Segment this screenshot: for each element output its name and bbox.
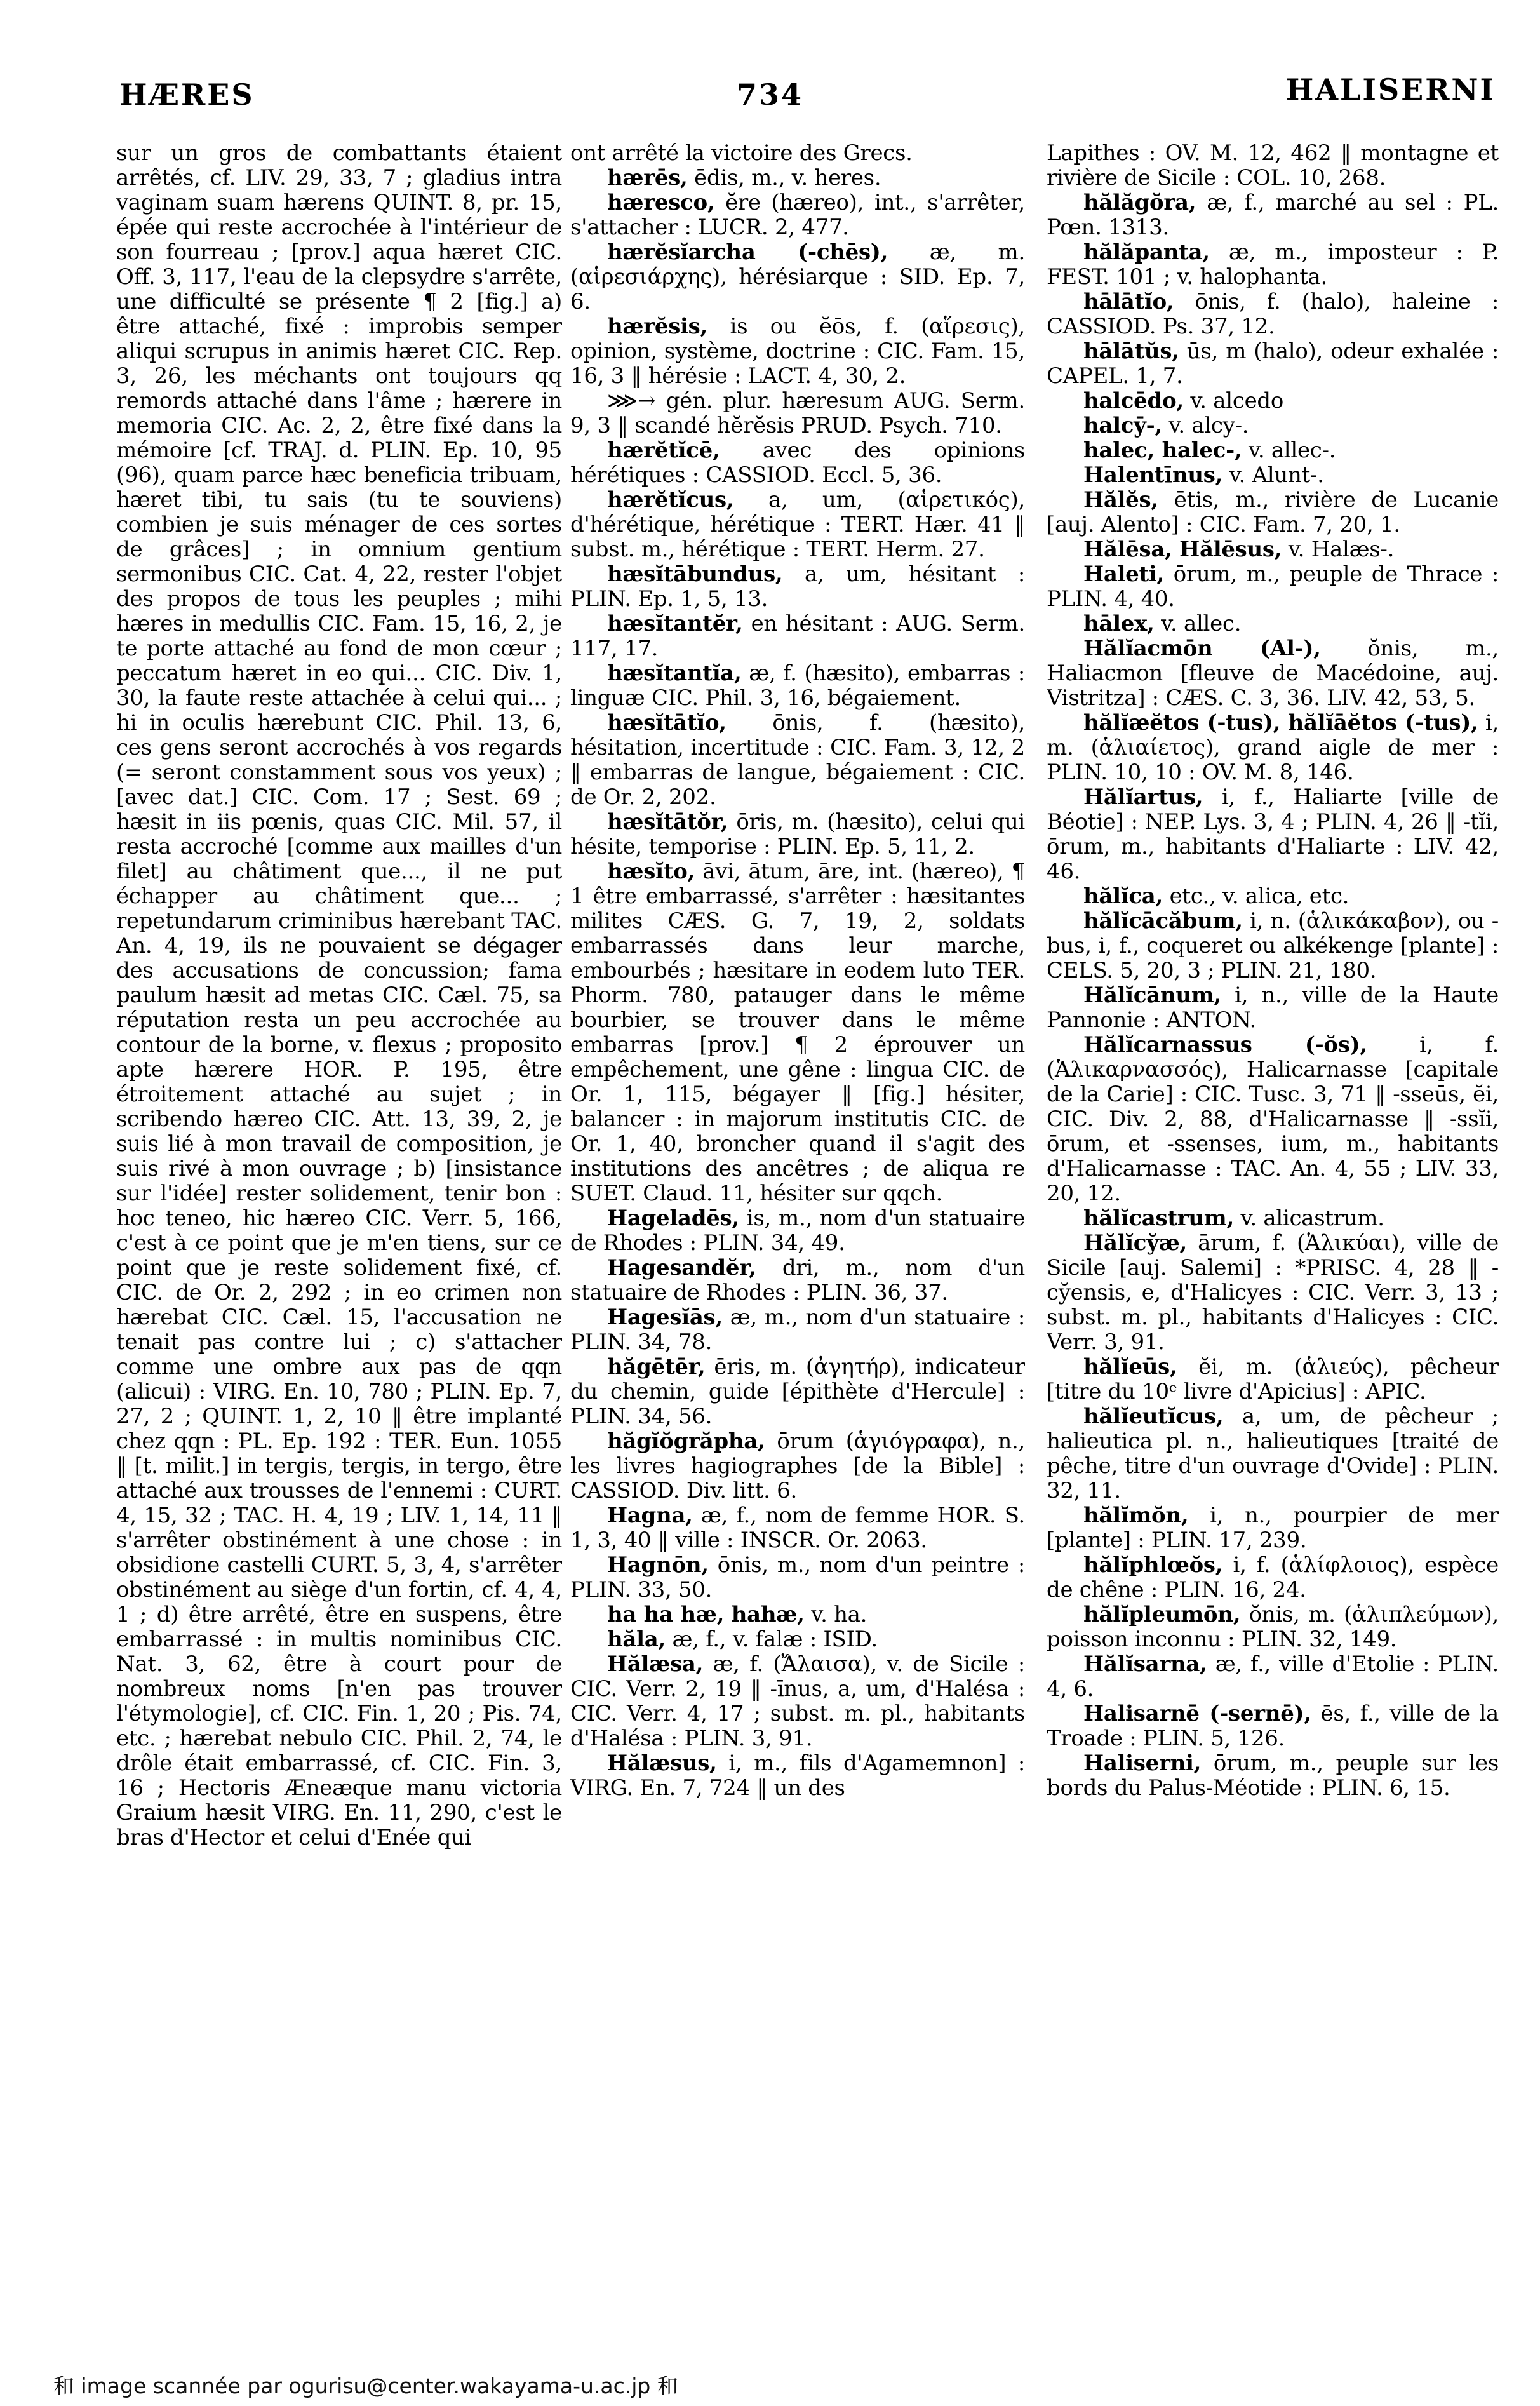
headword: hălĭæĕtos (-tus), hălĭāĕtos (-tus), [1083, 710, 1478, 736]
headword: hærĕtĭcus, [607, 487, 734, 513]
headword: Halentīnus, [1083, 462, 1223, 488]
dictionary-entry: Hagnōn, ōnis, m., nom d'un peintre : PLIN. 33, 50. [570, 1552, 1025, 1603]
headword: Hagesĭās, [607, 1305, 723, 1330]
dictionary-entry: Hagesandĕr, dri, m., nom d'un statuaire de Rhodes : PLIN. 36, 37. [570, 1255, 1025, 1305]
headword: hăgĭŏgrăpha, [607, 1428, 765, 1454]
continuation-paragraph: ⋙→ gén. plur. hæresum AUG. Serm. 9, 3 ‖ scandé hĕrĕsis PRUD. Psych. 710. [570, 388, 1025, 438]
dictionary-entry: Hălæsa, æ, f. (Ἄλαισα), v. de Sicile : CIC. Verr. 2, 19 ‖ -īnus, a, um, d'Halésa : CIC. Verr. 4, 17 ; subst. m. pl., habitants d'Halésa : PLIN. 3, 91. [570, 1651, 1025, 1751]
dictionary-entry: hălĭcācăbum, i, n. (ἁλικάκαβον), ou -bus, i, f., coqueret ou alkékenge [plante] : CELS. 5, 20, 3 ; PLIN. 21, 180. [1047, 908, 1499, 983]
dictionary-entry: hæresco, ĕre (hæreo), int., s'arrêter, s'attacher : LUCR. 2, 477. [570, 190, 1025, 240]
dictionary-entry: Hălĭartus, i, f., Haliarte [ville de Béotie] : NEP. Lys. 3, 4 ; PLIN. 4, 26 ‖ -tĭi, ōrum, m., habitants d'Haliarte : LIV. 42, 46. [1047, 784, 1499, 884]
dictionary-entry: Hagna, æ, f., nom de femme HOR. S. 1, 3, 40 ‖ ville : INSCR. Or. 2063. [570, 1503, 1025, 1553]
dictionary-entry: hălĭeūs, ĕi, m. (ἁλιεύς), pêcheur [titre du 10ᵉ livre d'Apicius] : APIC. [1047, 1354, 1499, 1404]
headword: Hălĭsarna, [1083, 1651, 1207, 1677]
headword: hălĭcācăbum, [1083, 908, 1243, 934]
dictionary-entry: hæsĭtantĕr, en hésitant : AUG. Serm. 117, 17. [570, 611, 1025, 661]
headword: Haleti, [1083, 561, 1165, 587]
dictionary-entry: Hagesĭās, æ, m., nom d'un statuaire : PLIN. 34, 78. [570, 1305, 1025, 1355]
headword: Hălĭartus, [1083, 784, 1203, 810]
dictionary-entry: hærĕtĭcē, avec des opinions hérétiques : CASSIOD. Eccl. 5, 36. [570, 438, 1025, 488]
dictionary-entry: hālātŭs, ūs, m (halo), odeur exhalée : CAPEL. 1, 7. [1047, 339, 1499, 389]
dictionary-entry: halec, halec-, v. allec-. [1083, 438, 1336, 463]
headword: Hălæsus, [607, 1751, 717, 1776]
dictionary-entry: hæsĭtātĭo, ōnis, f. (hæsito), hésitation, incertitude : CIC. Fam. 3, 12, 2 ‖ embarras de langue, bégaiement : CIC. de Or. 2, 202. [570, 710, 1025, 810]
dictionary-entry: hăla, æ, f., v. falæ : ISID. [607, 1627, 878, 1652]
dictionary-entry: hăgĭŏgrăpha, ōrum (ἁγιόγραφα), n., les livres hagiographes [de la Bible] : CASSIOD. Div. litt. 6. [570, 1428, 1025, 1503]
headword: hærĕsis, [607, 314, 708, 339]
dictionary-entry: hæsĭtābundus, a, um, hésitant : PLIN. Ep. 1, 5, 13. [570, 561, 1025, 612]
headword: halcȳ-, [1083, 413, 1162, 438]
dictionary-entry: hălĭmŏn, i, n., pourpier de mer [plante] : PLIN. 17, 239. [1047, 1503, 1499, 1553]
dictionary-entry: hālex, v. allec. [1083, 611, 1242, 636]
dictionary-entry: hālātĭo, ōnis, f. (halo), haleine : CASSIOD. Ps. 37, 12. [1047, 289, 1499, 339]
headword: hærēs, [607, 165, 688, 191]
headword: hălĭeūs, [1083, 1354, 1177, 1380]
headword: halcēdo, [1083, 388, 1184, 413]
headword: hălĭphlœŏs, [1083, 1552, 1223, 1578]
dictionary-entry: ha ha hæ, hahæ, v. ha. [607, 1602, 867, 1627]
headword: hæsĭtantĕr, [607, 611, 743, 636]
dictionary-entry: Hălĭcarnassus (-ŏs), i, f. (Ἁλικαρνασσός), Halicarnasse [capitale de la Carie] : CIC. Tusc. 3, 71 ‖ -sseūs, ĕi, CIC. Div. 2, 88, d'Halicarnasse ‖ -ssĭi, ōrum, et -ssenses, ium, m., habitants d'Halicarnasse : TAC. An. 4, 55 ; LIV. 33, 20, 12. [1047, 1032, 1499, 1206]
headword: halec, halec-, [1083, 438, 1242, 463]
scan-credit-footer: 和 image scannée par ogurisu@center.wakayama-u.ac.jp 和 [53, 2374, 678, 2398]
dictionary-entry: Haliserni, ōrum, m., peuple sur les bords du Palus-Méotide : PLIN. 6, 15. [1047, 1751, 1499, 1801]
headword: Hălĭacmōn (Al-), [1083, 636, 1321, 661]
dictionary-entry: hærĕtĭcus, a, um, (αἱρετικός), d'hérétique, hérétique : TERT. Hær. 41 ‖ subst. m., hérétique : TERT. Herm. 27. [570, 487, 1025, 562]
text-column-2 [570, 141, 1025, 2326]
headword: hălĭpleumōn, [1083, 1602, 1241, 1627]
headword: hălĭeutĭcus, [1083, 1404, 1224, 1429]
dictionary-entry: hălĭphlœŏs, i, f. (ἁλίφλοιος), espèce de chêne : PLIN. 16, 24. [1047, 1552, 1499, 1603]
dictionary-entry: hălĭeutĭcus, a, um, de pêcheur ; halieutica pl. n., halieutiques [traité de pêche, titre d'un ouvrage d'Ovide] : PLIN. 32, 11. [1047, 1404, 1499, 1503]
headword: Halisarnē (-sernē), [1083, 1701, 1311, 1726]
headword: hăla, [607, 1627, 666, 1652]
headword: Hagnōn, [607, 1552, 709, 1578]
continuation-paragraph: sur un gros de combattants étaient arrêtés, cf. LIV. 29, 33, 7 ; gladius intra vaginam suam hærens QUINT. 8, pr. 15, épée qui reste accrochée à l'intérieur de son fourreau ; [prov.] aqua hæret CIC. Off. 3, 117, l'eau de la clepsydre s'arrête, une difficulté se présente ¶ 2 [fig.] a) être attaché, fixé : improbis semper aliqui scrupus in animis hæret CIC. Rep. 3, 26, les méchants ont toujours qq remords attaché dans l'âme ; hærere in memoria CIC. Ac. 2, 2, être fixé dans la mémoire [cf. TRAJ. d. PLIN. Ep. 10, 95 (96), quam parce hæc beneficia tribuam, hæret tibi, tu sais (tu te souviens) combien je suis ménager de ces sortes de grâces] ; in omnium gentium sermonibus CIC. Cat. 4, 22, rester l'objet des propos de tous les peuples ; mihi hæres in medullis CIC. Fam. 15, 16, 2, je te porte attaché au fond de mon cœur ; peccatum hæret in eo qui... CIC. Div. 1, 30, la faute reste attachée à celui qui... ; hi in oculis hærebunt CIC. Phil. 13, 6, ces gens seront accrochés à vos regards (= seront constamment sous vos yeux) ; [avec dat.] CIC. Com. 17 ; Sest. 69 ; hæsit in iis pœnis, quas CIC. Mil. 57, il resta accroché [comme aux mailles d'un filet] au châtiment que..., il ne put échapper au châtiment que... ; repetundarum criminibus hærebant TAC. An. 4, 19, ils ne pouvaient se dégager des accusations de concussion; fama paulum hæsit ad metas CIC. Cæl. 75, sa réputation resta un peu accrochée au contour de la borne, v. flexus ; proposito apte hærere HOR. P. 195, être étroitement attaché au sujet ; in scribendo hæreo CIC. Att. 13, 39, 2, je suis lié à mon travail de composition, je suis rivé à mon ouvrage ; b) [insistance sur l'idée] rester solidement, tenir bon : hoc teneo, hic hæreo CIC. Verr. 5, 166, c'est à ce point que je m'en tiens, sur ce point que je reste solidement fixé, cf. CIC. de Or. 2, 292 ; in eo crimen non hærebat CIC. Cæl. 15, l'accusation ne tenait pas contre lui ; c) s'attacher comme une ombre aux pas de qqn (alicui) : VIRG. En. 10, 780 ; PLIN. Ep. 7, 27, 2 ; QUINT. 1, 2, 10 ‖ être implanté chez qqn : PL. Ep. 192 : TER. Eun. 1055 ‖ [t. milit.] in tergis, tergis, in tergo, être attaché aux trousses de l'ennemi : CURT. 4, 15, 32 ; TAC. H. 4, 19 ; LIV. 1, 14, 11 ‖ s'arrêter obstinément à une chose : in obsidione castelli CURT. 5, 3, 4, s'arrêter obstinément au siège d'un fortin, cf. 4, 4, 1 ; d) être arrêté, être en suspens, être embarrassé : in multis nominibus CIC. Nat. 3, 62, être à court pour de nombreux noms [n'en pas trouver l'étymologie], cf. CIC. Fin. 1, 20 ; Pis. 74, etc. ; hærebat nebulo CIC. Phil. 2, 74, le drôle était embarrassé, cf. CIC. Fin. 3, 16 ; Hectoris Æneæque manu victoria Graium hæsit VIRG. En. 11, 290, c'est le bras d'Hector et celui d'Enée qui [116, 141, 562, 1850]
continuation-paragraph: ont arrêté la victoire des Grecs. [570, 141, 913, 166]
headword: Hageladēs, [607, 1206, 739, 1231]
page-number: 734 [736, 77, 804, 112]
dictionary-entry: hærĕsis, is ou ĕōs, f. (αἵρεσις), opinion, système, doctrine : CIC. Fam. 15, 16, 3 ‖ hérésie : LACT. 4, 30, 2. [570, 314, 1025, 389]
text-column-3 [1047, 141, 1499, 2326]
headword: hærĕsĭarcha (-chēs), [607, 239, 888, 265]
dictionary-entry: hæsĭto, āvi, ātum, āre, int. (hæreo), ¶ 1 être embarrassé, s'arrêter : hæsitantes milites CÆS. G. 7, 19, 2, soldats embarrassés dans leur marche, embourbés ; hæsitare in eodem luto TER. Phorm. 780, patauger dans le même bourbier, se trouver dans le même embarras [prov.] ¶ 2 éprouver un empêchement, une gêne : lingua CIC. de Or. 1, 115, bégayer ‖ [fig.] hésiter, balancer : in majorum institutis CIC. de Or. 1, 40, broncher quand il s'agit des institutions des ancêtres ; de aliqua re SUET. Claud. 11, hésiter sur qqch. [570, 859, 1025, 1206]
header-keyword-right: HALISERNI [1285, 72, 1496, 107]
dictionary-entry: hærēs, ēdis, m., v. heres. [607, 165, 881, 191]
headword: Hălēsa, Hălēsus, [1083, 537, 1282, 562]
headword: hăgētēr, [607, 1354, 706, 1380]
dictionary-entry: hăgētēr, ēris, m. (ἀγητήρ), indicateur du chemin, guide [épithète d'Hercule] : PLIN. 34, 56. [570, 1354, 1025, 1429]
dictionary-entry: Hălĕs, ētis, m., rivière de Lucanie [auj. Alento] : CIC. Fam. 7, 20, 1. [1047, 487, 1499, 537]
headword: Hălĕs, [1083, 487, 1158, 513]
dictionary-entry: Hageladēs, is, m., nom d'un statuaire de Rhodes : PLIN. 34, 49. [570, 1206, 1025, 1256]
dictionary-entry: Hălēsa, Hălēsus, v. Halæs-. [1083, 537, 1395, 562]
headword: Hagesandĕr, [607, 1255, 756, 1280]
dictionary-entry: hălăpanta, æ, m., imposteur : P. FEST. 101 ; v. halophanta. [1047, 239, 1499, 290]
page-header [0, 72, 1540, 116]
dictionary-entry: halcȳ-, v. alcy-. [1083, 413, 1249, 438]
dictionary-entry: Hălĭsarna, æ, f., ville d'Etolie : PLIN. 4, 6. [1047, 1651, 1499, 1702]
headword: hălĭcastrum, [1083, 1206, 1235, 1231]
dictionary-entry: hălĭcastrum, v. alicastrum. [1083, 1206, 1384, 1231]
headword: Hălĭcarnassus (-ŏs), [1083, 1032, 1367, 1058]
headword: hălĭmŏn, [1083, 1503, 1189, 1528]
dictionary-entry: Hălĭcānum, i, n., ville de la Haute Pannonie : ANTON. [1047, 983, 1499, 1033]
dictionary-entry: hălĭæĕtos (-tus), hălĭāĕtos (-tus), i, m. (ἁλιαίετος), grand aigle de mer : PLIN. 10, 10 : OV. M. 8, 146. [1047, 710, 1499, 785]
dictionary-entry: Halisarnē (-sernē), ēs, f., ville de la Troade : PLIN. 5, 126. [1047, 1701, 1499, 1751]
headword: Hălĭcānum, [1083, 983, 1221, 1008]
headword: hæsĭtantĭa, [607, 661, 742, 686]
dictionary-entry: halcēdo, v. alcedo [1083, 388, 1284, 413]
dictionary-entry: hălĭca, etc., v. alica, etc. [1083, 884, 1349, 909]
headword: hæresco, [607, 190, 715, 215]
headword: hæsĭto, [607, 859, 695, 884]
headword: hālex, [1083, 611, 1155, 636]
dictionary-entry: hæsĭtantĭa, æ, f. (hæsito), embarras : linguæ CIC. Phil. 3, 16, bégaiement. [570, 661, 1025, 711]
headword: Hagna, [607, 1503, 693, 1528]
headword: ha ha hæ, hahæ, [607, 1602, 805, 1627]
header-keyword-left: HÆRES [119, 77, 255, 112]
dictionary-entry: hæsĭtātŏr, ōris, m. (hæsito), celui qui hésite, temporise : PLIN. Ep. 5, 11, 2. [570, 809, 1025, 859]
headword: hălĭca, [1083, 884, 1163, 909]
headword: Haliserni, [1083, 1751, 1202, 1776]
headword: hæsĭtābundus, [607, 561, 783, 587]
headword: hærĕtĭcē, [607, 438, 720, 463]
dictionary-entry: Haleti, ōrum, m., peuple de Thrace : PLIN. 4, 40. [1047, 561, 1499, 612]
dictionary-entry: hălăgŏra, æ, f., marché au sel : PL. Pœn. 1313. [1047, 190, 1499, 240]
dictionary-entry: Halentīnus, v. Alunt-. [1083, 462, 1324, 488]
headword: Hălĭcy̆æ, [1083, 1230, 1188, 1256]
headword: hæsĭtātŏr, [607, 809, 728, 835]
headword: hălăgŏra, [1083, 190, 1196, 215]
dictionary-entry: hærĕsĭarcha (-chēs), æ, m. (αἱρεσιάρχης), hérésiarque : SID. Ep. 7, 6. [570, 239, 1025, 314]
headword: hæsĭtātĭo, [607, 710, 726, 736]
headword: hālātĭo, [1083, 289, 1174, 314]
text-column-1 [116, 141, 562, 2326]
dictionary-entry: Hălĭacmōn (Al-), ŏnis, m., Haliacmon [fleuve de Macédoine, auj. Vistritza] : CÆS. C. 3, 36. LIV. 42, 53, 5. [1047, 636, 1499, 711]
dictionary-entry: Hălĭcy̆æ, ārum, f. (Ἁλικύαι), ville de Sicile [auj. Salemi] : *PRISC. 4, 28 ‖ -cy̆ensis, e, d'Halicyes : CIC. Verr. 3, 13 ; subst. m. pl., habitants d'Halicyes : CIC. Verr. 3, 91. [1047, 1230, 1499, 1355]
headword: hălăpanta, [1083, 239, 1210, 265]
headword: Hălæsa, [607, 1651, 704, 1677]
dictionary-entry: Hălæsus, i, m., fils d'Agamemnon] : VIRG. En. 7, 724 ‖ un des [570, 1751, 1025, 1801]
headword: hālātŭs, [1083, 339, 1179, 364]
continuation-paragraph: Lapithes : OV. M. 12, 462 ‖ montagne et rivière de Sicile : COL. 10, 268. [1047, 141, 1499, 191]
dictionary-entry: hălĭpleumōn, ŏnis, m. (ἁλιπλεύμων), poisson inconnu : PLIN. 32, 149. [1047, 1602, 1499, 1652]
